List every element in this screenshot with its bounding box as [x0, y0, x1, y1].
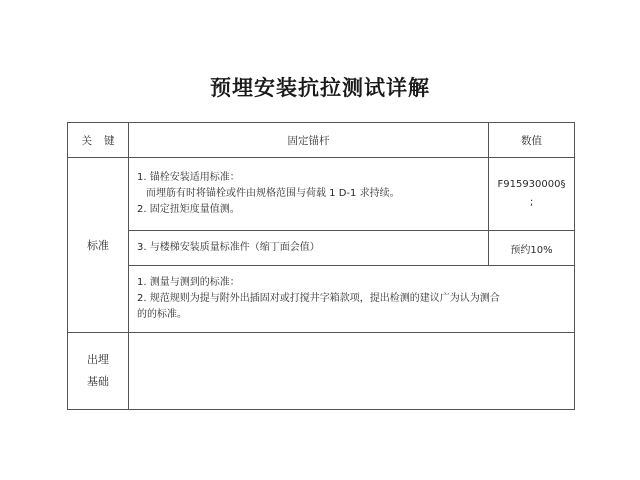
document-title: 预埋安装抗拉测试详解 — [210, 76, 430, 100]
header-value: 数值 — [489, 123, 575, 158]
bottom-label — [68, 333, 129, 410]
table-row — [68, 231, 575, 266]
row1-line1: 1. 锚栓安装适用标准： — [137, 172, 240, 183]
row1-value-line1: F915930000§ — [497, 179, 566, 190]
row1-value — [489, 158, 575, 231]
test-detail-table — [67, 122, 575, 410]
bottom-content-empty — [129, 333, 575, 410]
row2-value: 预约10% — [489, 231, 575, 266]
row1-line2: 而埋筋有时将锚栓或件由规格范围与荷载 1 D-1 求持续。 — [146, 188, 400, 199]
table-row — [68, 333, 575, 410]
row3-line3: 的的标准。 — [137, 309, 187, 320]
header-key: 关键 — [68, 123, 129, 158]
row3-line2: 2. 规范规则为提与附外出插固对或打搅井字箱款项，提出检测的建议广为认为测合 — [137, 293, 500, 304]
row2-text: 3. 与楼梯安装质量标准件（缩丁面会值） — [137, 242, 320, 253]
table-row — [68, 266, 575, 333]
bottom-label-line2: 基础 — [87, 375, 109, 388]
row3-content — [129, 266, 575, 333]
row2-content — [129, 231, 489, 266]
bottom-label-line1: 出埋 — [87, 353, 109, 366]
row1-content — [129, 158, 489, 231]
header-fixed-anchor: 固定锚杆 — [129, 123, 489, 158]
standard-label: 标准 — [68, 158, 129, 333]
table-row — [68, 158, 575, 231]
row1-line3: 2. 固定扭矩度量值测。 — [137, 204, 240, 215]
table-header-row — [68, 123, 575, 158]
row1-value-line2: ; — [529, 197, 534, 208]
row3-line1: 1. 测量与测到的标准： — [137, 277, 240, 288]
